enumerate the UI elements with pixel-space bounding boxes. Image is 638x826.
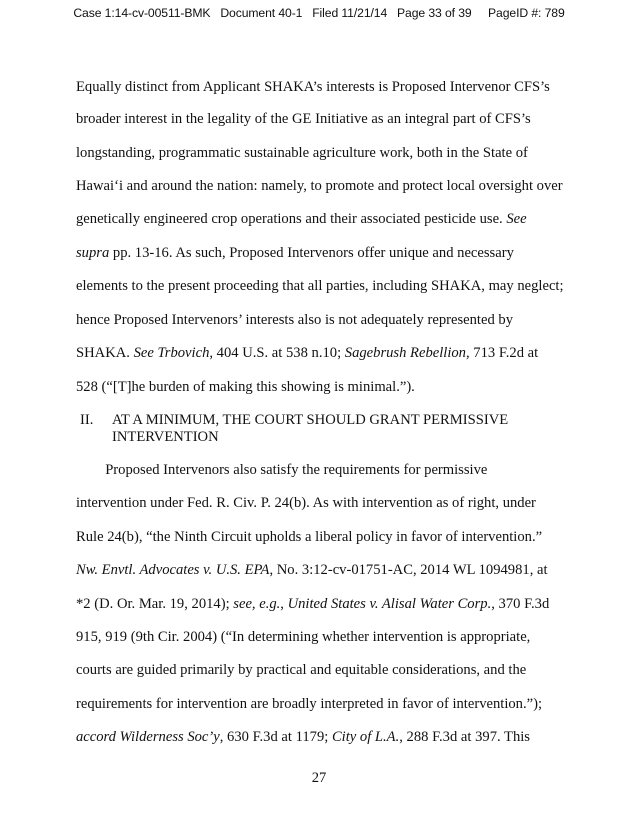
case-citation: United States v. Alisal Water Corp. bbox=[287, 596, 492, 612]
body-line: intervention under Fed. R. Civ. P. 24(b). As with intervention as of right, under bbox=[76, 495, 536, 511]
section-number: II. bbox=[80, 412, 94, 428]
citation-signal: See bbox=[506, 211, 527, 227]
case-citation: See Trbovich bbox=[133, 345, 210, 361]
body-line: Rule 24(b), “the Ninth Circuit upholds a liberal policy in favor of intervention.” bbox=[76, 529, 543, 545]
section-heading-line: AT A MINIMUM, THE COURT SHOULD GRANT PERMISSIVE bbox=[112, 412, 509, 428]
body-line: Equally distinct from Applicant SHAKA’s interests is Proposed Intervenor CFS’s bbox=[76, 79, 550, 95]
body-line: *2 (D. Or. Mar. 19, 2014); see, e.g., United States v. Alisal Water Corp., 370 F.3d bbox=[76, 596, 550, 612]
body-line: broader interest in the legality of the GE Initiative as an integral part of CFS’s bbox=[76, 111, 531, 127]
citation-signal: see, e.g. bbox=[233, 596, 281, 612]
case-header: Case 1:14-cv-00511-BMK Document 40-1 Filed 11/21/14 Page 33 of 39 PageID #: 789 bbox=[73, 6, 565, 20]
body-line: Hawai‘i and around the nation: namely, to promote and protect local oversight over bbox=[76, 178, 563, 194]
body-line: longstanding, programmatic sustainable agriculture work, both in the State of bbox=[76, 145, 528, 161]
body-line: courts are guided primarily by practical and equitable considerations, and the bbox=[76, 662, 527, 678]
body-line: SHAKA. See Trbovich, 404 U.S. at 538 n.10; Sagebrush Rebellion, 713 F.2d at bbox=[76, 345, 539, 361]
body-line: requirements for intervention are broadly interpreted in favor of intervention.”); bbox=[76, 696, 543, 712]
case-citation: Sagebrush Rebellion bbox=[344, 345, 466, 361]
section-heading-line: INTERVENTION bbox=[112, 429, 219, 445]
body-line: supra pp. 13-16. As such, Proposed Intervenors offer unique and necessary bbox=[76, 245, 514, 261]
body-line: 528 (“[T]he burden of making this showing is minimal.”). bbox=[76, 379, 415, 395]
body-line: genetically engineered crop operations and their associated pesticide use. See bbox=[76, 211, 527, 227]
body-line: accord Wilderness Soc’y, 630 F.3d at 1179; City of L.A., 288 F.3d at 397. This bbox=[76, 729, 530, 745]
page-number: 27 bbox=[311, 770, 327, 786]
body-line: 915, 919 (9th Cir. 2004) (“In determining whether intervention is appropriate, bbox=[76, 629, 531, 645]
citation-signal: supra bbox=[76, 245, 110, 261]
case-citation: City of L.A. bbox=[331, 729, 400, 745]
case-citation: accord Wilderness Soc’y bbox=[76, 729, 220, 745]
body-line: elements to the present proceeding that all parties, including SHAKA, may neglect; bbox=[76, 278, 564, 294]
body-line: Proposed Intervenors also satisfy the requirements for permissive bbox=[76, 462, 488, 478]
body-line: hence Proposed Intervenors’ interests also is not adequately represented by bbox=[76, 312, 513, 328]
case-citation: Nw. Envtl. Advocates v. U.S. EPA bbox=[76, 562, 270, 578]
body-line: Nw. Envtl. Advocates v. U.S. EPA, No. 3:12-cv-01751-AC, 2014 WL 1094981, at bbox=[76, 562, 548, 578]
